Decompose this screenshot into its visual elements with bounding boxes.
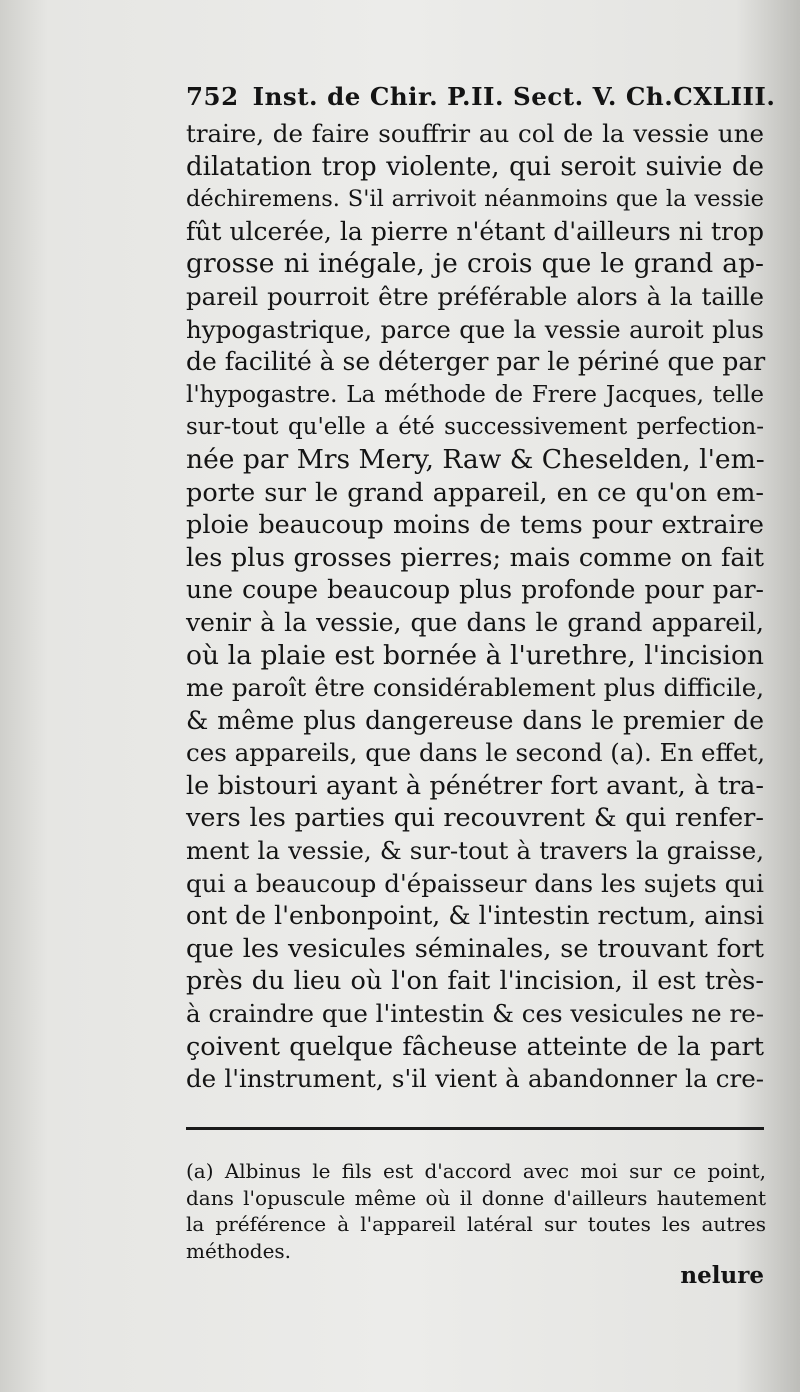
running-header bbox=[186, 82, 776, 111]
text-line: çoivent quelque fâcheuse atteinte de la part bbox=[186, 1031, 764, 1062]
text-line: ont de l'enbonpoint, & l'intestin rectum, ainsi bbox=[186, 901, 764, 931]
text-line: près du lieu où l'on fait l'incision, il est très- bbox=[186, 966, 764, 997]
page-number: 752 bbox=[186, 82, 239, 111]
text-line: déchiremens. S'il arrivoit néanmoins que la vessie bbox=[186, 186, 764, 213]
text-line: une coupe beaucoup plus profonde pour par- bbox=[186, 575, 764, 605]
footnote-rule bbox=[186, 1127, 764, 1130]
text-line: de facilité à se déterger par le périné que par bbox=[186, 347, 766, 377]
footnote-line: dans l'opuscule même où il donne d'ailleurs hautement bbox=[186, 1185, 766, 1210]
text-line: venir à la vessie, que dans le grand appareil, bbox=[186, 607, 764, 637]
text-line: à craindre que l'intestin & ces vesicules ne re- bbox=[186, 999, 764, 1029]
text-line: ces appareils, que dans le second (a). En effet, bbox=[186, 738, 766, 768]
text-line: sur-tout qu'elle a été successivement perfection- bbox=[186, 414, 764, 441]
text-line: ment la vessie, & sur-tout à travers la graisse, bbox=[186, 836, 764, 866]
text-line: née par Mrs Mery, Raw & Cheselden, l'em- bbox=[186, 443, 765, 475]
text-line: de l'instrument, s'il vient à abandonner la cre- bbox=[186, 1064, 764, 1094]
text-line: qui a beaucoup d'épaisseur dans les sujets qui bbox=[186, 868, 764, 898]
text-line: pareil pourroit être préférable alors à la taille bbox=[186, 281, 764, 311]
text-line: me paroît être considérablement plus difficile, bbox=[186, 673, 764, 703]
text-line: l'hypogastre. La méthode de Frere Jacques, telle bbox=[186, 381, 764, 408]
catchword: nelure bbox=[680, 1262, 764, 1289]
footnote-line: (a) Albinus le fils est d'accord avec moi sur ce point, bbox=[186, 1159, 766, 1183]
text-line: traire, de faire souffrir au col de la vessie une bbox=[186, 119, 764, 148]
text-line: dilatation trop violente, qui seroit suivie de bbox=[186, 151, 764, 182]
footnote bbox=[186, 1158, 766, 1264]
text-line: hypogastrique, parce que la vessie auroit plus bbox=[186, 314, 764, 344]
footnote-line: la préférence à l'appareil latéral sur toutes les autres bbox=[186, 1212, 766, 1236]
text-line: les plus grosses pierres; mais comme on fait bbox=[186, 542, 764, 573]
text-line: fût ulcerée, la pierre n'étant d'ailleurs ni trop bbox=[186, 216, 764, 246]
text-line: porte sur le grand appareil, en ce qu'on em- bbox=[186, 477, 764, 508]
text-line: grosse ni inégale, je crois que le grand ap- bbox=[186, 248, 764, 280]
text-line: où la plaie est bornée à l'urethre, l'incision bbox=[186, 639, 764, 671]
running-title: Inst. de Chir. P.II. Sect. V. Ch.CXLIII. bbox=[252, 82, 776, 111]
text-line: vers les parties qui recouvrent & qui renfer- bbox=[186, 803, 764, 834]
text-line: que les vesicules séminales, se trouvant fort bbox=[186, 933, 764, 964]
text-line: ploie beaucoup moins de tems pour extraire bbox=[186, 510, 764, 541]
main-text bbox=[186, 118, 764, 1096]
footnote-line: méthodes. bbox=[186, 1238, 292, 1263]
text-line: & même plus dangereuse dans le premier de bbox=[186, 705, 764, 735]
text-line: le bistouri ayant à pénétrer fort avant, à tra- bbox=[186, 770, 764, 801]
